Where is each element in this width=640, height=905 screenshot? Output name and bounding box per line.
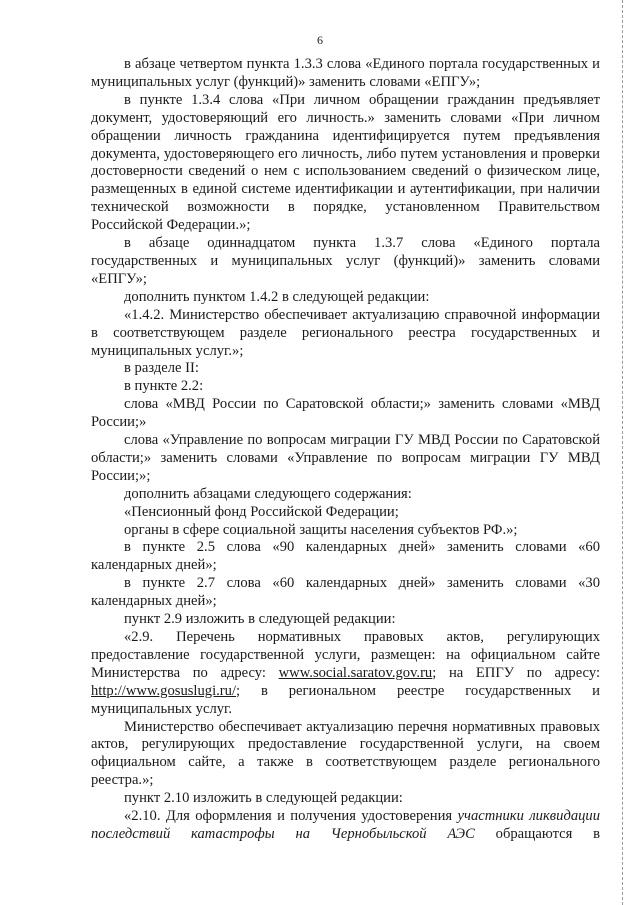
paragraph-text: «2.10. Для оформления и получения удостоверения <box>124 808 458 825</box>
paragraph: слова «Управление по вопросам миграции ГУ МВД России по Саратовской области;» заменить словами «Управление по вопросам миграции ГУ МВД России;»; <box>91 432 600 484</box>
page-edge-line <box>622 0 623 905</box>
paragraph: пункт 2.9 изложить в следующей редакции: <box>124 611 396 628</box>
paragraph: органы в сфере социальной защиты населения субъектов РФ.»; <box>124 521 518 538</box>
paragraph-2-10 <box>91 808 600 844</box>
paragraph: в пункте 2.5 слова «90 календарных дней» заменить словами «60 календарных дней»; <box>91 539 600 574</box>
italic-text: участники ликвидации последствий катастрофы на Чернобыльской АЭС <box>91 808 601 842</box>
paragraph-text: ; в региональном реестре государственных и муниципальных услуг. <box>91 682 600 717</box>
paragraph: в разделе II: <box>124 360 199 377</box>
ministry-site-link[interactable]: www.social.saratov.gov.ru <box>278 664 433 681</box>
paragraph: дополнить абзацами следующего содержания: <box>124 485 412 502</box>
paragraph: «1.4.2. Министерство обеспечивает актуализацию справочной информации в соответствующем разделе регионального реестра государственных и муниципальных услуг.»; <box>91 306 600 359</box>
paragraph: слова «МВД России по Саратовской области;» заменить словами «МВД России;» <box>91 396 600 431</box>
paragraph: «Пенсионный фонд Российской Федерации; <box>124 503 399 520</box>
paragraph: пункт 2.10 изложить в следующей редакции: <box>124 790 403 807</box>
paragraph: в пункте 2.7 слова «60 календарных дней» заменить словами «30 календарных дней»; <box>91 575 600 610</box>
paragraph-text: ; на ЕПГУ по адресу: <box>432 664 601 681</box>
paragraph-2-9 <box>91 629 600 719</box>
paragraph-text: обращаются в <box>474 825 601 842</box>
paragraph: в абзаце одиннадцатом пункта 1.3.7 слова «Единого портала государственных и муниципальных услуг (функций)» заменить словами «ЕПГУ»; <box>91 235 600 287</box>
page-number: 6 <box>317 33 323 47</box>
paragraph-text: «2.9. Перечень нормативных правовых актов, регулирующих предоставление государственной услуги, размещен: на официальном сайте Министерства по адресу: <box>91 629 600 681</box>
paragraph: дополнить пунктом 1.4.2 в следующей редакции: <box>124 288 430 305</box>
paragraph: в пункте 2.2: <box>124 378 204 395</box>
paragraph: Министерство обеспечивает актуализацию перечня нормативных правовых актов, регулирующих предоставление государственной услуги, на своем официальном сайте, а также в соответствующем разделе регионального реестра.»; <box>91 718 600 789</box>
gosuslugi-link[interactable]: http://www.gosuslugi.ru/ <box>91 682 236 699</box>
paragraph: в абзаце четвертом пункта 1.3.3 слова «Единого портала государственных и муниципальных услуг (функций)» заменить словами «ЕПГУ»; <box>91 56 600 90</box>
document-body <box>91 56 600 844</box>
paragraph: в пункте 1.3.4 слова «При личном обращении гражданин предъявляет документ, удостоверяющий его личность.» заменить словами «При личном обращении личность гражданина идентифицируется путем предъявления документа, удостоверяющего его личность, либо путем установления и проверки достоверности сведений о нем с использованием сведений о физическом лице, размещенных в единой системе идентификации и аутентификации, при наличии технической возможности в порядке, установленном Правительством Российской Федерации.»; <box>91 91 600 234</box>
